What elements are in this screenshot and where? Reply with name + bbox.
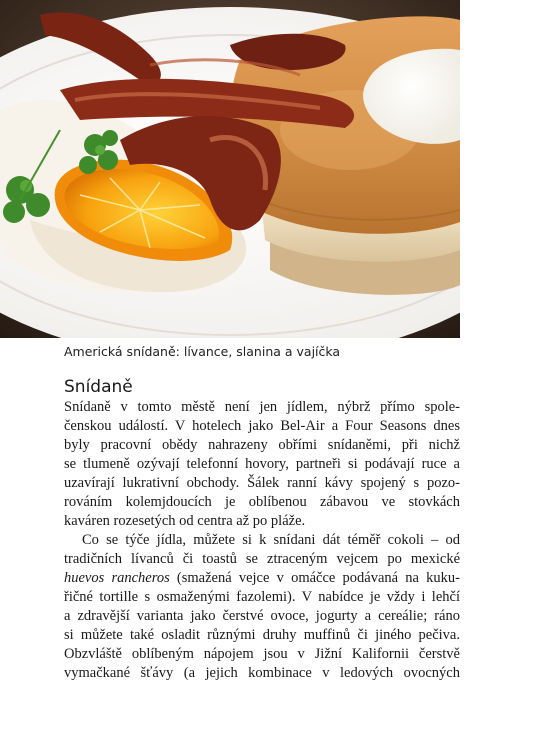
text-line: řičné tortille s osmaženými fazolemi). V nabídce je vždy i lehčí — [64, 589, 460, 605]
breakfast-illustration — [0, 0, 460, 338]
text-line: a zdravější varianta jako čerstvé ovoce, jogurty a cereálie; ráno — [64, 608, 460, 624]
breakfast-photo — [0, 0, 460, 338]
text-line: si můžete také osladit různými druhy muffinů či jiného pečiva. — [64, 627, 460, 643]
text-line: vymačkané šťávy (a jejich kombinace v ledových ovocných — [64, 665, 460, 681]
text-line — [64, 569, 460, 588]
italic-term: huevos rancheros — [64, 570, 170, 586]
text-segment: (smažená vejce v omáčce podávaná na kuku- — [169, 570, 460, 586]
text-line: byly pracovní obědy nahrazeny obřími snídaněmi, při nichž — [64, 437, 460, 453]
text-line: Obzvláště oblíbeným nápojem jsou v Jižní Kalifornii čerstvě — [64, 646, 460, 662]
section-heading: Snídaně — [64, 377, 133, 397]
paragraph — [64, 398, 460, 531]
text-line: čenskou událostí. V hotelech jako Bel-Air a Four Seasons dnes — [64, 418, 460, 434]
text-line: rováním kolemjdoucích je oblíbenou zábavou ve stovkách — [64, 494, 460, 510]
text-line: Snídaně v tomto městě není jen jídlem, nýbrž přímo spole- — [64, 399, 460, 415]
text-line: se tlumeně ozývají telefonní hovory, partneři si podávají ruce a — [64, 456, 460, 472]
text-line: tradičních lívanců či toastů se ztraceným vejcem po mexické — [64, 551, 460, 567]
article-body — [64, 398, 460, 683]
photo-caption: Americká snídaně: lívance, slanina a vajíčka — [64, 344, 341, 359]
paragraph — [64, 531, 460, 683]
text-line: Co se týče jídla, můžete si k snídani dát téměř cokoli – od — [82, 532, 460, 548]
text-line: kaváren rozesetých od centra až po pláže. — [64, 513, 306, 529]
text-line: uzavírají lukrativní obchody. Šálek ranní kávy spojený s pozo- — [64, 475, 460, 491]
